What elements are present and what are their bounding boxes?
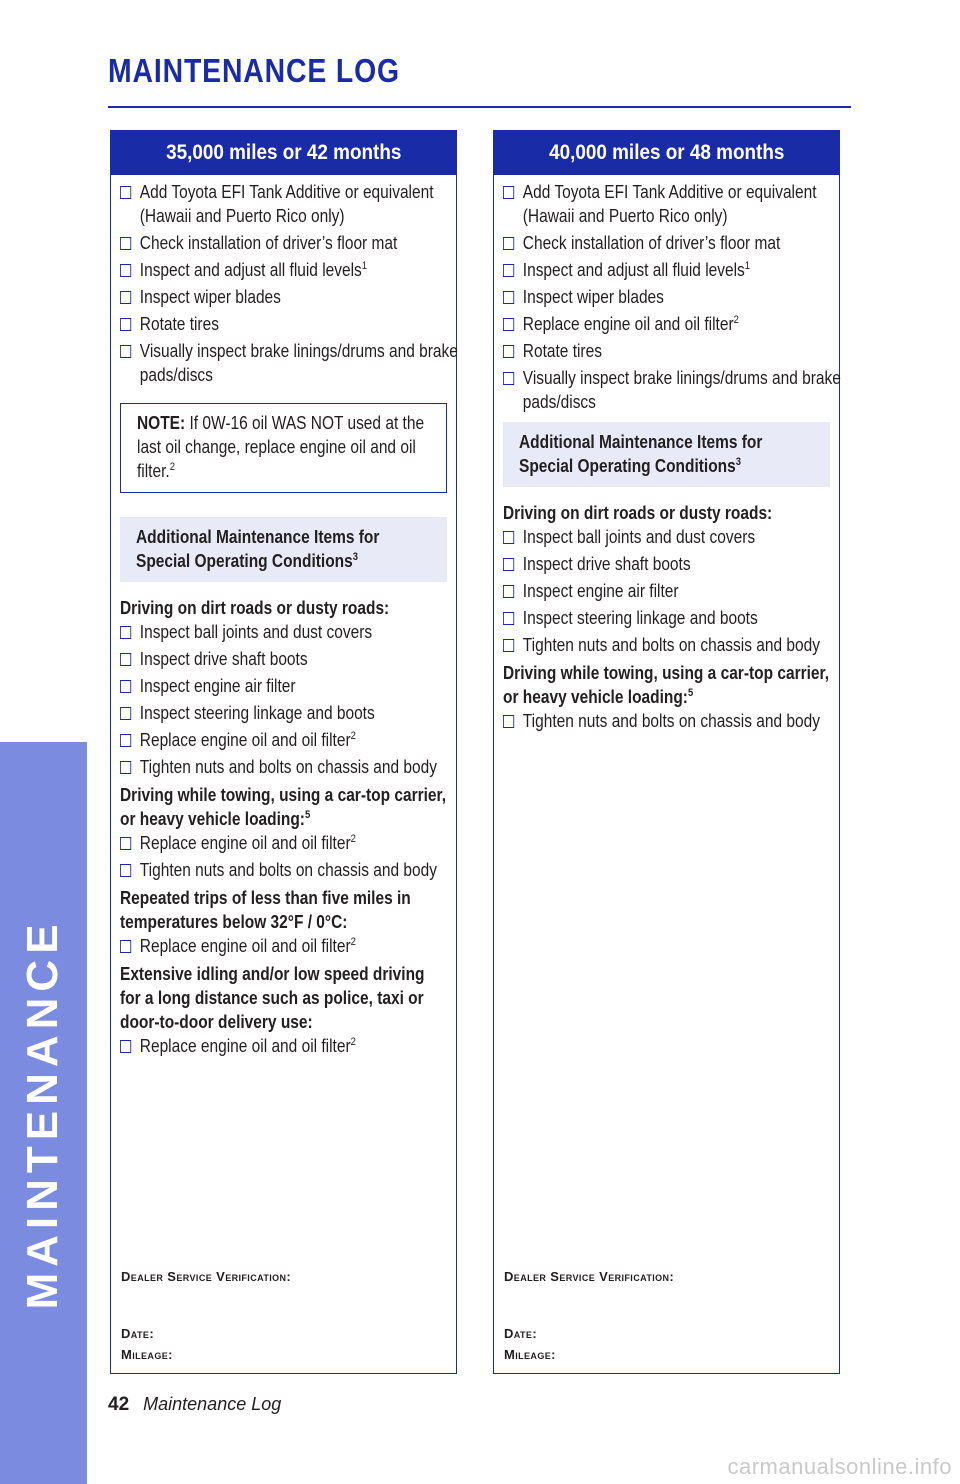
checklist-item-text: Visually inspect brake linings/drums and brake pads/discs [522,368,841,412]
condition-heading-text: Driving while towing, using a car-top carrier, or heavy vehicle loading: [503,663,830,707]
checkbox-icon[interactable] [120,837,131,850]
checklist-item-text: Tighten nuts and bolts on chassis and body [139,860,437,880]
checklist-item [120,1034,466,1058]
checkbox-icon[interactable] [503,318,514,331]
checkbox-icon[interactable] [120,680,131,693]
condition-heading [503,661,829,709]
checklist-item [120,180,466,228]
checklist-item [120,728,466,752]
footnote-marker: 2 [350,936,356,948]
condition-heading [120,886,446,934]
checklist-item-text: Visually inspect brake linings/drums and brake pads/discs [139,341,458,385]
checkbox-icon[interactable] [120,864,131,877]
condition-sections [120,596,447,1058]
checklist-item-text: Replace engine oil and oil filter [139,833,351,853]
checklist-item-text: Inspect engine air filter [139,676,296,696]
checkbox-icon[interactable] [503,715,514,728]
footnote-marker: 5 [304,809,311,821]
checkbox-icon[interactable] [120,653,131,666]
footnote-marker: 2 [350,1036,356,1048]
mileage-label: Mileage: [121,1347,173,1362]
checklist-item [120,339,466,387]
condition-heading [503,501,829,525]
checklist-item [503,231,849,255]
condition-heading-text: Repeated trips of less than five miles in temperatures below 32°F / 0°C: [120,888,411,932]
checklist-item [120,755,466,779]
checklist-item-text: Inspect steering linkage and boots [522,608,758,628]
checklist-item-text: Inspect wiper blades [522,287,664,307]
checklist-item [120,620,466,644]
checkbox-icon[interactable] [120,734,131,747]
special-conditions-box [120,517,447,582]
special-conditions-title: Additional Maintenance Items for Special Operating Conditions [136,527,380,571]
note-footnote: 2 [169,461,175,473]
checkbox-icon[interactable] [120,626,131,639]
date-label: Date: [504,1326,538,1341]
condition-heading-text: Driving on dirt roads or dusty roads: [120,598,390,618]
checklist-item [503,525,849,549]
special-conditions-footnote: 3 [352,551,359,563]
checkbox-icon[interactable] [120,237,131,250]
panel-heading-text: 40,000 miles or 48 months [548,141,785,164]
special-conditions-footnote: 3 [735,456,742,468]
checklist-item-text: Inspect ball joints and dust covers [139,622,373,642]
panel-35000-miles [110,130,457,1374]
watermark: carmanualsonline.info [727,1454,952,1479]
checklist-item [503,579,849,603]
dealer-verification-label: Dealer Service Verification: [121,1269,292,1284]
checklist-item [120,701,466,725]
checklist-item-text: Replace engine oil and oil filter [522,314,734,334]
checklist-item-text: Inspect steering linkage and boots [139,703,375,723]
checkbox-icon[interactable] [120,707,131,720]
checklist-item [120,674,466,698]
checkbox-icon[interactable] [503,531,514,544]
date-label: Date: [121,1326,155,1341]
checklist-item [120,285,466,309]
checkbox-icon[interactable] [120,761,131,774]
checklist-item-text: Check installation of driver’s floor mat [139,233,398,253]
special-conditions-box [503,422,830,487]
condition-heading [120,783,446,831]
checklist-item-text: Replace engine oil and oil filter [139,936,351,956]
checkbox-icon[interactable] [503,372,514,385]
task-list [503,180,841,414]
task-list [120,180,458,387]
checklist-item-text: Replace engine oil and oil filter [139,1036,351,1056]
title-divider [108,106,851,108]
page-number: 42 [108,1394,130,1415]
checklist-item [503,709,849,733]
checklist-item-text: Rotate tires [522,341,602,361]
checklist-item [503,258,849,282]
note-label: NOTE: [137,413,186,433]
checkbox-icon[interactable] [503,264,514,277]
checklist-item-text: Replace engine oil and oil filter [139,730,351,750]
panel-body [494,175,839,733]
checklist-item-text: Inspect ball joints and dust covers [522,527,756,547]
checkbox-icon[interactable] [503,612,514,625]
checklist-item [120,934,466,958]
checkbox-icon[interactable] [503,345,514,358]
checklist-item-text: Rotate tires [139,314,219,334]
checkbox-icon[interactable] [120,940,131,953]
panel-body [111,175,456,1058]
checkbox-icon[interactable] [503,237,514,250]
condition-sections [503,501,830,733]
checklist-item [503,606,849,630]
checkbox-icon[interactable] [120,318,131,331]
checklist-item [120,831,466,855]
checklist-item [503,339,849,363]
special-conditions-title: Additional Maintenance Items for Special Operating Conditions [519,432,763,476]
checkbox-icon[interactable] [503,639,514,652]
panel-40000-miles [493,130,840,1374]
condition-heading-text: Extensive idling and/or low speed driving for a long distance such as police, taxi or door-to-door delivery use: [120,964,425,1032]
footnote-marker: 5 [687,687,694,699]
footnote-marker: 1 [361,260,368,272]
condition-heading [120,962,446,1034]
checklist-item [503,180,849,228]
panel-heading [111,131,456,175]
checklist-item-text: Inspect drive shaft boots [139,649,308,669]
checkbox-icon[interactable] [120,345,131,358]
checklist-item [503,552,849,576]
checklist-item-text: Inspect and adjust all fluid levels [522,260,745,280]
note-text: If 0W-16 oil WAS NOT used at the last oil change, replace engine oil and oil filter. [137,413,425,481]
panel-heading-text: 35,000 miles or 42 months [165,141,402,164]
condition-heading [120,596,446,620]
checklist-item [120,647,466,671]
checklist-item [503,312,849,336]
checklist-item-text: Add Toyota EFI Tank Additive or equivalent (Hawaii and Puerto Rico only) [522,182,817,226]
checklist-item-text: Inspect engine air filter [522,581,679,601]
checklist-item-text: Tighten nuts and bolts on chassis and body [139,757,437,777]
checklist-item [120,231,466,255]
checklist-item [120,858,466,882]
dealer-verification-label: Dealer Service Verification: [504,1269,675,1284]
checklist-item [503,285,849,309]
checkbox-icon[interactable] [503,186,514,199]
footnote-marker: 2 [733,314,739,326]
condition-heading-text: Driving on dirt roads or dusty roads: [503,503,773,523]
mileage-label: Mileage: [504,1347,556,1362]
condition-heading-text: Driving while towing, using a car-top carrier, or heavy vehicle loading: [120,785,447,829]
checkbox-icon[interactable] [120,291,131,304]
checklist-item-text: Tighten nuts and bolts on chassis and body [522,711,820,731]
checkbox-icon[interactable] [120,1040,131,1053]
checklist-item-text: Inspect wiper blades [139,287,281,307]
panel-heading [494,131,839,175]
checklist-item-text: Tighten nuts and bolts on chassis and body [522,635,820,655]
page-title: MAINTENANCE LOG [108,52,400,89]
checkbox-icon[interactable] [120,264,131,277]
note-box [120,403,447,493]
checkbox-icon[interactable] [503,558,514,571]
checklist-item-text: Add Toyota EFI Tank Additive or equivalent (Hawaii and Puerto Rico only) [139,182,434,226]
checklist-item [120,258,466,282]
footnote-marker: 1 [744,260,751,272]
checklist-item-text: Check installation of driver’s floor mat [522,233,781,253]
checklist-item [503,633,849,657]
checklist-item [503,366,849,414]
footnote-marker: 2 [350,730,356,742]
checklist-item-text: Inspect and adjust all fluid levels [139,260,362,280]
side-tab-label: MAINTENANCE [18,918,67,1310]
checkbox-icon[interactable] [120,186,131,199]
page-footer [108,1394,281,1416]
checklist-item-text: Inspect drive shaft boots [522,554,691,574]
checkbox-icon[interactable] [503,585,514,598]
checkbox-icon[interactable] [503,291,514,304]
footer-title: Maintenance Log [143,1394,282,1414]
footnote-marker: 2 [350,833,356,845]
checklist-item [120,312,466,336]
